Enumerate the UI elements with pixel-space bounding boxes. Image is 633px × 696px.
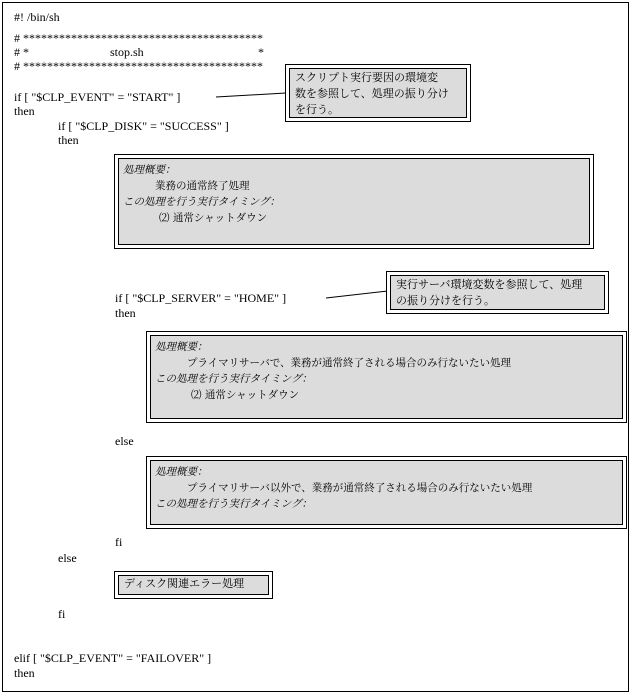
note1-timing-label: この処理を行う実行タイミング： [123, 196, 281, 208]
if-disk-line: if [ "$CLP_DISK" = "SUCCESS" ] [58, 119, 229, 133]
note-normal-shutdown [114, 154, 594, 249]
script-filename: stop.sh [110, 45, 144, 59]
event-callout-line-3: を行う。 [295, 103, 339, 116]
note-non-primary-server [146, 456, 627, 529]
note3-overview-label: 処理概要： [155, 466, 208, 478]
disk-error-box [114, 571, 273, 599]
elif-failover-line: elif [ "$CLP_EVENT" = "FAILOVER" ] [14, 651, 212, 665]
note2-overview-text: プライマリサーバで、業務が通常終了される場合のみ行ないたい処理 [187, 357, 512, 369]
comment-header-star: * [258, 45, 264, 59]
server-callout-line-1: 実行サーバ環境変数を参照して、処理 [396, 278, 583, 291]
server-callout-line-2: の振り分けを行う。 [396, 294, 495, 307]
disk-error-text: ディスク関連エラー処理 [124, 577, 245, 590]
note1-timing-text: ⑵ 通常シャットダウン [159, 212, 268, 224]
else-outer-line: else [58, 551, 77, 565]
server-callout-connector [326, 291, 388, 298]
event-callout-line-2: 数を参照して、処理の振り分け [295, 87, 449, 100]
comment-stars-top: # **************************************** [14, 31, 263, 45]
comment-header-hash: # * [14, 45, 29, 59]
then-line-2: then [58, 133, 79, 147]
note1-overview-text: 業務の通常終了処理 [155, 180, 250, 192]
note3-timing-label: この処理を行う実行タイミング： [155, 498, 313, 510]
note1-overview-label: 処理概要： [123, 164, 176, 176]
else-inner-line: else [115, 434, 134, 448]
shebang-line: #! /bin/sh [14, 10, 60, 24]
if-event-start-line: if [ "$CLP_EVENT" = "START" ] [14, 90, 181, 104]
note2-timing-label: この処理を行う実行タイミング： [155, 373, 313, 385]
event-callout-line-1: スクリプト実行要因の環境変 [295, 71, 438, 84]
fi-outer-line: fi [58, 607, 66, 621]
then-line-4: then [14, 666, 35, 680]
comment-stars-bottom: # **************************************** [14, 59, 263, 73]
then-line-1: then [14, 104, 35, 118]
server-callout [386, 271, 609, 314]
note3-overview-text: プライマリサーバ以外で、業務が通常終了される場合のみ行ないたい処理 [187, 482, 533, 494]
event-callout [285, 64, 471, 122]
event-callout-connector [216, 93, 286, 97]
then-line-3: then [115, 306, 136, 320]
if-server-line: if [ "$CLP_SERVER" = "HOME" ] [115, 291, 287, 305]
note-primary-server [146, 331, 627, 423]
note2-timing-text: ⑵ 通常シャットダウン [191, 389, 300, 401]
fi-inner-line: fi [115, 535, 123, 549]
note2-overview-label: 処理概要： [155, 341, 208, 353]
